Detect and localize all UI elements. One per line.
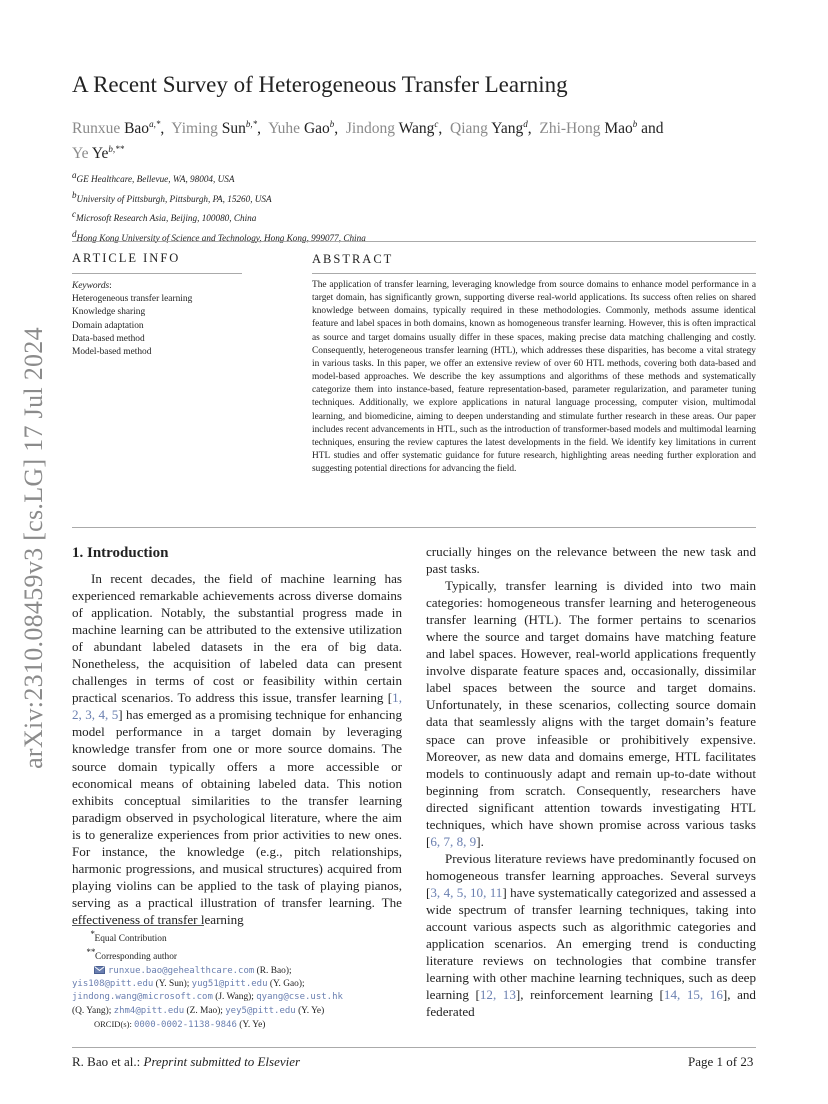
email-link[interactable]: jindong.wang@microsoft.com (72, 992, 213, 1003)
footer-citation: R. Bao et al.: Preprint submitted to Elsevier (72, 1054, 301, 1069)
citation-link[interactable]: 14, 15, 16 (663, 987, 723, 1003)
article-info-divider (72, 273, 242, 274)
citation-link[interactable]: 6, 7, 8, 9 (430, 833, 477, 849)
author: Jindong Wang$^c$ (345, 119, 439, 138)
section-heading-introduction: 1. Introduction (72, 545, 169, 561)
keywords-block: Keywords: Heterogeneous transfer learning Knowledge sharing Domain adaptation Data-based method Model-based method (72, 280, 242, 359)
footnote-equal: *Equal Contribution (90, 929, 167, 945)
email-link[interactable]: yey5@pitt.edu (225, 1005, 296, 1016)
author: Ye $Ye^{b,**}$ (72, 144, 125, 163)
page-number: Page 1 of 23 (688, 1054, 754, 1069)
email-link[interactable]: qyang@cse.ust.hk (256, 992, 343, 1003)
keywords-label: Keywords (72, 281, 110, 291)
orcid-link[interactable]: 0000-0002-1138-9846 (133, 1020, 237, 1031)
paragraph: In recent decades, the field of machine learning has experienced remarkable achievements across diverse domains of application. Notably, the substantial progress made in machine learning can be attributed to the extensive utilization of abundant labeled datasets in the era of big data. Nonetheless, the acquisition of labeled data can present challenges in terms of cost or feasibility within certain practical scenarios. To address this issue, transfer learning [1, 2, 3, 4, 5] has emerged as a promising technique for enhancing model performance in a target domain by leveraging knowledge transfer from one or more source domains. The source domain typically offers a more accessible or economical means of obtaining labeled data. This notion exhibits conceptual similarities to the transfer learning paradigm observed in psychological literature, where the aim is to generalize experiences from prior activities to new ones. For instance, the knowledge (e.g., pitch relationships, harmonic progressions, and musical structures) acquired from playing violins can be applied to the task of playing pianos, serving as a practical illustration of transfer learning. The effectiveness of transfer learning (72, 571, 402, 927)
author: Qiang Yang$^d$ (450, 119, 528, 138)
email-link[interactable]: runxue.bao@gehealthcare.com (108, 965, 255, 976)
paragraph: Previous literature reviews have predominantly focused on homogeneous transfer learning approaches. Several surveys [3, 4, 5, 10, 11] have systematically categorized and assessed a wide spectrum of transfer learning techniques, taking into account various aspects such as algorithmic categories and application scenarios. An emerging trend is conducting literature reviews on technologies that combine transfer learning with other machine learning techniques, such as deep learning [12, 13], reinforcement learning [14, 15, 16], and federated (426, 850, 756, 1020)
affiliation: $^d$Hong Kong University of Science and Technology, Hong Kong, 999077, China (72, 228, 366, 243)
footnote-orcid: ORCID(s): 0000-0002-1138-9846 (Y. Ye) (94, 1019, 266, 1031)
abstract-heading: ABSTRACT (312, 252, 394, 266)
abstract-divider (312, 273, 756, 274)
footnote-divider (72, 925, 204, 926)
author: Zhi-Hong Mao$^b$ (539, 119, 638, 138)
arxiv-side-label: arXiv:2310.08459v3 [cs.LG] 17 Jul 2024 (19, 327, 48, 769)
keyword: Domain adaptation (72, 320, 144, 331)
abstract-bottom-divider (72, 527, 756, 528)
footnotes: *Equal Contribution **Corresponding author runxue.bao@gehealthcare.com (R. Bao); yis108@pitt.edu (Y. Sun); yug51@pitt.edu (Y. Gao); jindong.wang@microsoft.com (J. Wang); qyang@cse.ust.hk (Q. Yang); zhm4@pitt.edu (Z. Mao); yey5@pitt.edu (Y. Ye) ORCID(s): 0000-0002-1138-9846 (Y. Ye) (72, 928, 412, 1032)
paper-title: A Recent Survey of Heterogeneous Transfer Learning (72, 72, 568, 97)
email-link[interactable]: zhm4@pitt.edu (113, 1005, 185, 1016)
footnote-corresponding: **Corresponding author (86, 947, 178, 963)
author: Yuhe Gao$^b$ (268, 119, 335, 138)
author-list: Runxue Bao$^{a,*}$, Yiming Sun$^{b,*}$, Yuhe Gao$^b$, Jindong Wang$^c$, Qiang Yang$^d$, Zhi-Hong Mao$^b$ and Ye $Ye^{b,**}$ (72, 119, 664, 163)
keyword: Heterogeneous transfer learning (72, 294, 193, 305)
keyword: Data-based method (72, 333, 145, 344)
citation-link[interactable]: 12, 13 (479, 987, 516, 1003)
email-link[interactable]: yis108@pitt.edu (72, 979, 154, 990)
affiliation: $^c$Microsoft Research Asia, Beijing, 100080, China (72, 209, 257, 224)
header-divider (72, 241, 756, 242)
paragraph: crucially hinges on the relevance between the new task and past tasks. (426, 544, 756, 577)
affiliation: $^b$University of Pittsburgh, Pittsburgh, PA, 15260, USA (72, 189, 272, 204)
body-column-right (426, 543, 756, 1020)
footer-divider (72, 1047, 756, 1048)
keyword: Knowledge sharing (72, 307, 146, 318)
envelope-icon (94, 966, 105, 974)
paragraph: Typically, transfer learning is divided into two main categories: homogeneous transfer learning and heterogeneous transfer learning (HTL). The former pertains to scenarios where the source and target domains have matching feature and label spaces. However, real-world applications frequently involve disparate feature spaces and, occasionally, dissimilar label spaces between the source and target domains. Unfortunately, in these scenarios, collecting source domain data that seamlessly aligns with the target domain’s feature space can prove infeasible or prohibitively expensive. Moreover, as new data and domains emerge, HTL facilitates models to continuously adapt and remain up-to-date without beginning from scratch. Consequently, researchers have directed significant attention towards investigating HTL techniques, which have shown promise across various tasks [6, 7, 8, 9]. (426, 578, 756, 849)
author: Yiming Sun$^{b,*}$ (171, 119, 258, 138)
body-column-left (72, 570, 402, 928)
affiliation: $^a$GE Healthcare, Bellevue, WA, 98004, USA (72, 170, 235, 185)
abstract-text: The application of transfer learning, leveraging knowledge from source domains to enhance model performance in a target domain, has significantly grown, supporting diverse real-world applications. Its success often relies on shared knowledge between domains, typically required in these methodologies. Commonly, methods assume identical feature and label spaces in both domains, known as homogeneous transfer learning. However, this is often impractical as source and target domains usually differ in these spaces, making precise data matching challenging and costly. Consequently, heterogeneous transfer learning (HTL), which addresses these disparities, has become a vital strategy in various tasks. In this paper, we offer an extensive review of over 60 HTL methods, covering both data-based and model-based approaches. We describe the key assumptions and algorithms of these methods and systematically categorize them into instance-based, feature representation-based, parameter regularization, and parameter tuning techniques. Additionally, we explore applications in natural language processing, computer vision, multimodal learning, and biomedicine, aiming to deepen understanding and stimulate further research in these areas. Our paper includes recent advancements in HTL, such as the introduction of transformer-based models and multimodal learning techniques, ensuring the review captures the latest developments in the field. We identify key limitations in current HTL studies and offer systematic guidance for future research, highlighting areas needing further exploration and suggesting potential directions for advancing the field. (312, 280, 756, 475)
affiliations (72, 168, 762, 246)
citation-link[interactable]: 3, 4, 5, 10, 11 (430, 884, 503, 900)
citation-link[interactable]: 1, 2, 3, 4, 5 (72, 690, 402, 723)
email-link[interactable]: yug51@pitt.edu (191, 979, 268, 990)
footnote-emails: runxue.bao@gehealthcare.com (R. Bao); (72, 965, 412, 978)
keyword: Model-based method (72, 347, 152, 358)
author: Runxue Bao$^{a,*}$ (72, 119, 161, 138)
article-info-heading: ARTICLE INFO (72, 251, 181, 265)
